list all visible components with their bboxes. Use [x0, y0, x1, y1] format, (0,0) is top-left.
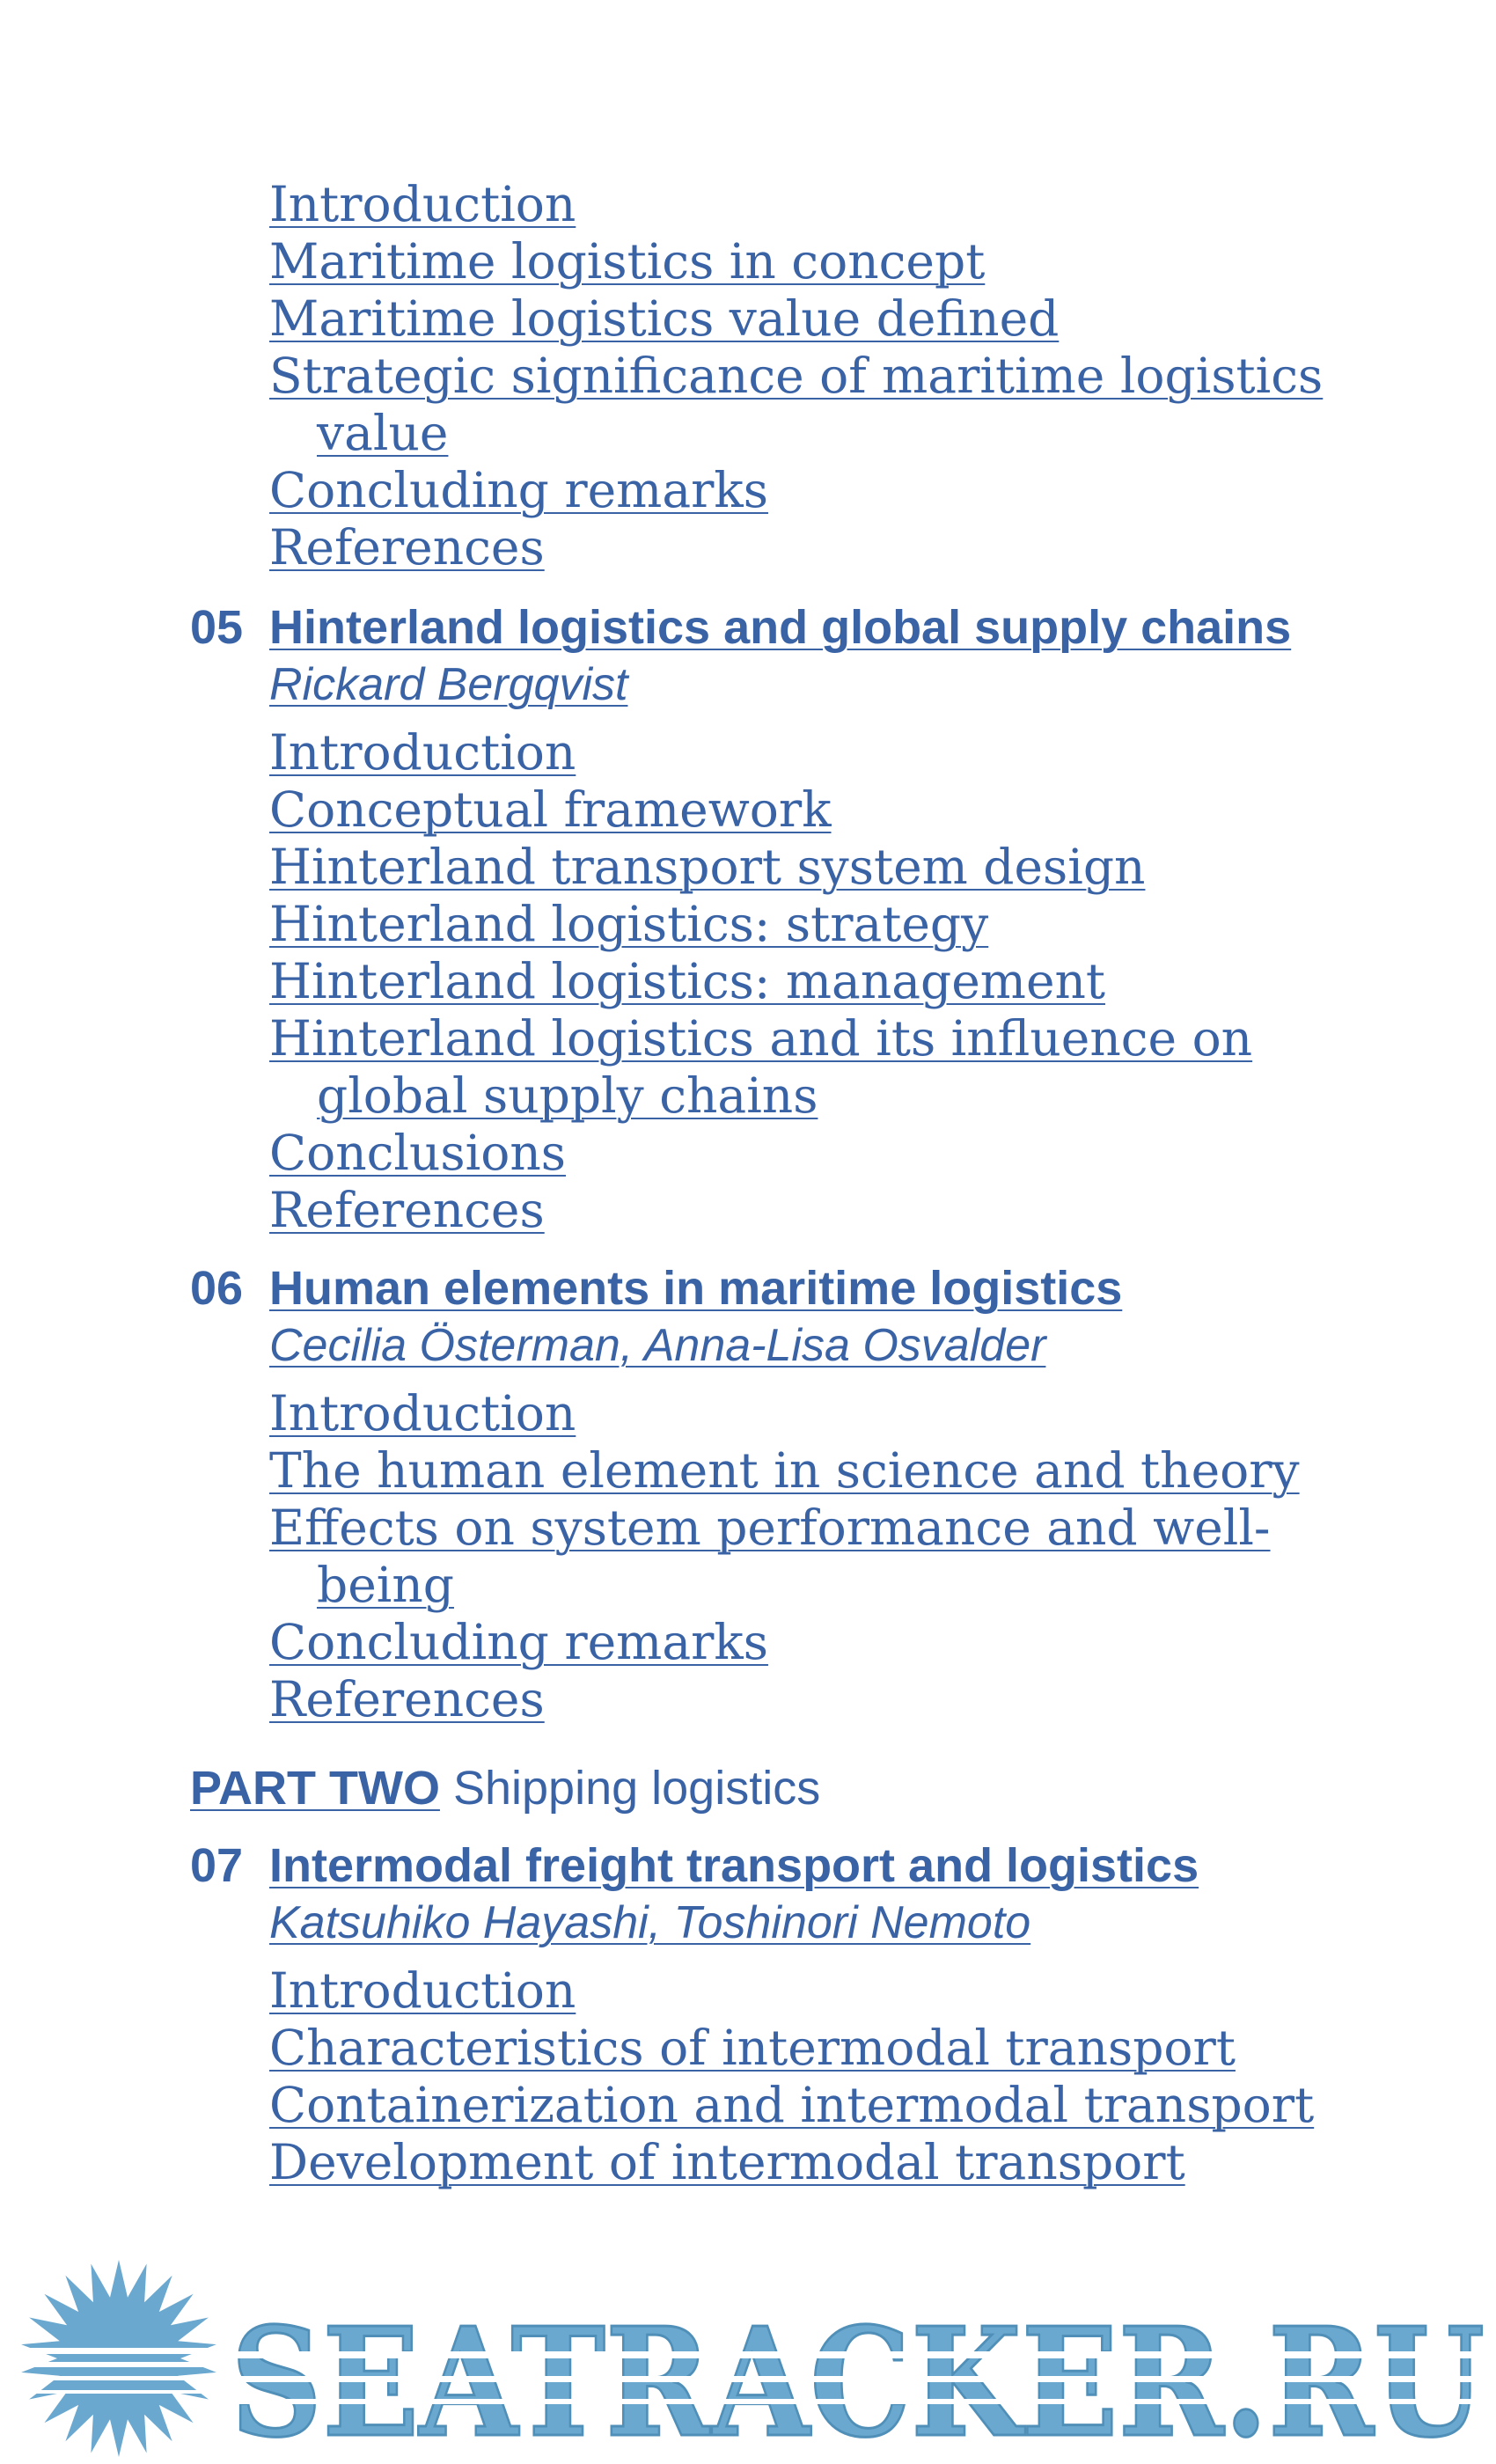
toc-link-ch07-introduction[interactable]: Introduction [269, 1962, 576, 2019]
toc-link-ch04-references[interactable]: References [269, 519, 545, 576]
part-two-title: Shipping logistics [452, 1762, 821, 1815]
toc-link-ch06-system-performance-cont[interactable]: being [317, 1557, 454, 1613]
toc-link-ch05-management[interactable]: Hinterland logistics: management [269, 953, 1106, 1009]
toc-link-ch07-characteristics[interactable]: Characteristics of intermodal transport [269, 2020, 1236, 2076]
toc-link-ch04-strategic-significance-cont[interactable]: value [317, 405, 449, 461]
chapter-title-07[interactable]: Intermodal freight transport and logistics [269, 1839, 1199, 1892]
toc-link-ch05-introduction[interactable]: Introduction [269, 724, 576, 781]
toc-link-ch05-references[interactable]: References [269, 1182, 545, 1238]
sun-icon [18, 2260, 229, 2457]
toc-link-ch04-concluding-remarks[interactable]: Concluding remarks [269, 462, 768, 518]
toc-link-ch05-conclusions[interactable]: Conclusions [269, 1125, 567, 1181]
toc-link-ch07-development[interactable]: Development of intermodal transport [269, 2134, 1185, 2190]
toc-link-ch04-introduction[interactable]: Introduction [269, 176, 576, 232]
toc-link-ch06-system-performance[interactable]: Effects on system performance and well- [269, 1500, 1271, 1556]
toc-link-ch05-influence[interactable]: Hinterland logistics and its influence on [269, 1010, 1253, 1067]
chapter-title-06[interactable]: Human elements in maritime logistics [269, 1262, 1123, 1315]
toc-link-ch04-strategic-significance[interactable]: Strategic significance of maritime logistics [269, 348, 1324, 404]
toc-link-ch06-references[interactable]: References [269, 1671, 545, 1727]
toc-link-ch06-science-theory[interactable]: The human element in science and theory [269, 1442, 1300, 1499]
chapter-author-05[interactable]: Rickard Bergqvist [269, 659, 628, 710]
chapter-author-07[interactable]: Katsuhiko Hayashi, Toshinori Nemoto [269, 1897, 1031, 1948]
toc-link-ch05-transport-system-design[interactable]: Hinterland transport system design [269, 839, 1146, 895]
toc-link-ch05-strategy[interactable]: Hinterland logistics: strategy [269, 896, 989, 952]
toc-link-ch07-containerization[interactable]: Containerization and intermodal transport [269, 2077, 1315, 2133]
toc-link-ch05-conceptual-framework[interactable]: Conceptual framework [269, 781, 832, 838]
toc-link-ch04-maritime-logistics-concept[interactable]: Maritime logistics in concept [269, 233, 986, 290]
chapter-author-06[interactable]: Cecilia Österman, Anna-Lisa Osvalder [269, 1320, 1046, 1371]
seatracker-watermark [0, 2253, 1496, 2464]
part-two-link[interactable]: PART TWO [190, 1762, 440, 1815]
part-heading [190, 1760, 820, 1817]
toc-link-ch05-influence-cont[interactable]: global supply chains [317, 1067, 818, 1124]
chapter-title-05[interactable]: Hinterland logistics and global supply chains [269, 601, 1292, 654]
chapter-number-07: 07 [190, 1839, 244, 1892]
toc-link-ch06-introduction[interactable]: Introduction [269, 1385, 576, 1441]
toc-link-ch06-concluding-remarks[interactable]: Concluding remarks [269, 1614, 768, 1670]
chapter-number-06: 06 [190, 1262, 244, 1315]
chapter-number-05: 05 [190, 601, 244, 654]
toc-link-ch04-maritime-logistics-value[interactable]: Maritime logistics value defined [269, 290, 1060, 347]
